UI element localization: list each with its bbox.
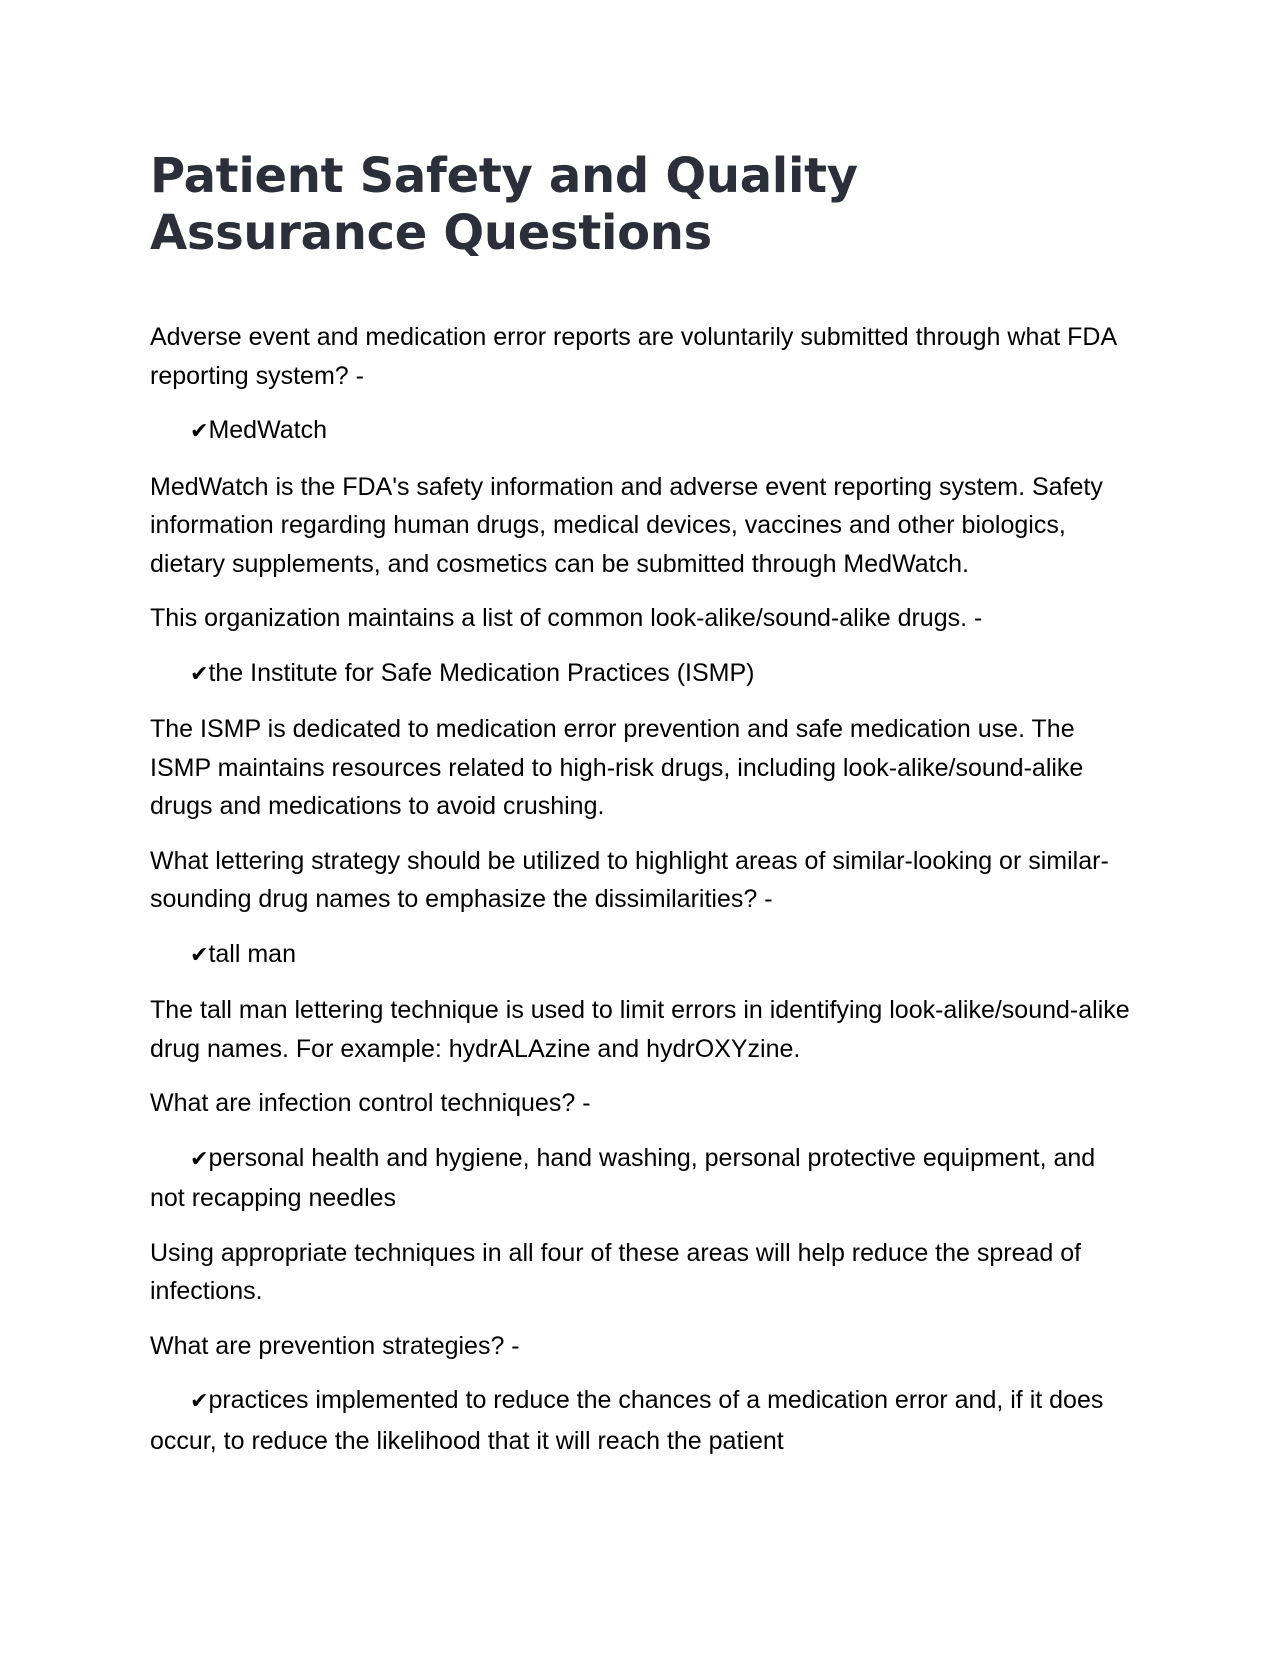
answer-label: personal health and hygiene, hand washing, personal protective equipment, and not recapping needles bbox=[150, 1143, 1096, 1212]
answer-text bbox=[150, 935, 1130, 976]
page-title: Patient Safety and Quality Assurance Questions bbox=[150, 148, 858, 261]
check-icon: ✔ bbox=[190, 661, 209, 687]
explanation-text: The ISMP is dedicated to medication error prevention and safe medication use. The ISMP maintains resources related to high-risk drugs, including look-alike/sound-alike drugs and medications to avoid crushing. bbox=[150, 715, 1084, 820]
check-icon: ✔ bbox=[190, 942, 209, 968]
check-icon: ✔ bbox=[190, 1389, 209, 1414]
check-icon: ✔ bbox=[190, 1146, 209, 1172]
answer-text bbox=[150, 411, 1130, 452]
answer-label: the Institute for Safe Medication Practices (ISMP) bbox=[208, 658, 755, 687]
explanation-text: The tall man lettering technique is used to limit errors in identifying look-alike/sound-alike drug names. For example: hydrALAzine and hydrOXYzine. bbox=[150, 996, 1130, 1063]
question-text: What are prevention strategies? - bbox=[150, 1331, 520, 1360]
question-text: What lettering strategy should be utilized to highlight areas of similar-looking or similar-sounding drug names to emphasize the dissimilarities? - bbox=[150, 846, 1109, 913]
answer-label: practices implemented to reduce the chances of a medication error and, if it does occur, to reduce the likelihood that it will reach the patient bbox=[150, 1386, 1104, 1455]
check-icon: ✔ bbox=[190, 419, 209, 444]
explanation-text: Using appropriate techniques in all four of these areas will help reduce the spread of infections. bbox=[150, 1238, 1082, 1305]
answer-text bbox=[150, 654, 1130, 695]
explanation-text: MedWatch is the FDA's safety information and adverse event reporting system. Safety information regarding human drugs, medical devices, vaccines and other biologics, dietary supplements, and cosmetics can be submitted through MedWatch. bbox=[150, 472, 1103, 578]
answer-text bbox=[150, 1381, 1130, 1460]
question-text: This organization maintains a list of common look-alike/sound-alike drugs. - bbox=[150, 604, 983, 632]
document-page bbox=[150, 148, 1130, 1476]
answer-label: tall man bbox=[208, 939, 296, 968]
qa-list bbox=[150, 318, 1130, 1460]
answer-label: MedWatch bbox=[208, 416, 327, 444]
answer-text bbox=[150, 1139, 1130, 1218]
question-text: Adverse event and medication error reports are voluntarily submitted through what FDA reporting system? - bbox=[150, 323, 1116, 390]
question-text: What are infection control techniques? - bbox=[150, 1089, 591, 1117]
